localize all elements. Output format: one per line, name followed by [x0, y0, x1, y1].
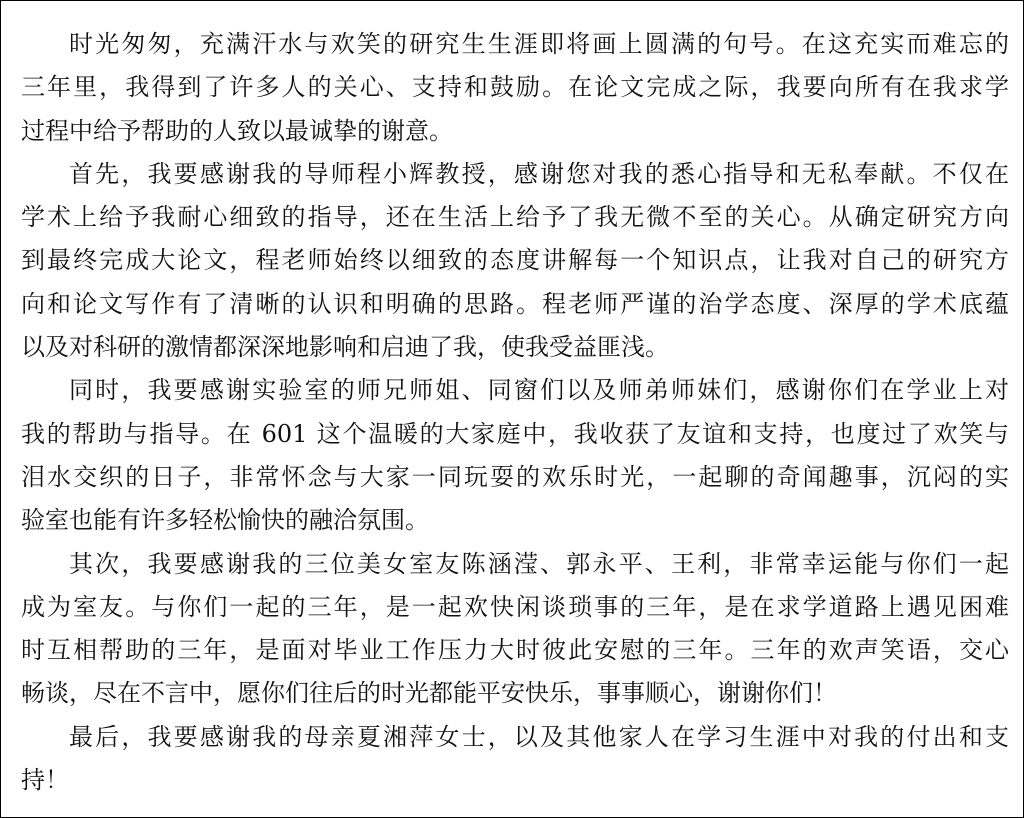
paragraph-4-line-3: 时互相帮助的三年，是面对毕业工作压力大时彼此安慰的三年。三年的欢声笑语，交心: [21, 636, 1009, 665]
paragraph-5-line-2: 持！: [21, 766, 69, 795]
paragraph-2-line-4: 向和论文写作有了清晰的认识和明确的思路。程老师严谨的治学态度、深厚的学术底蕴: [21, 289, 1009, 318]
paragraph-2-line-5: 以及对科研的激情都深深地影响和启迪了我，使我受益匪浅。: [21, 333, 669, 362]
paragraph-3-line-1: 同时，我要感谢实验室的师兄师姐、同窗们以及师弟师妹们，感谢你们在学业上对: [69, 376, 1009, 405]
paragraph-5-line-1: 最后，我要感谢我的母亲夏湘萍女士，以及其他家人在学习生涯中对我的付出和支: [69, 722, 1009, 751]
paragraph-4-line-4: 畅谈，尽在不言中，愿你们往后的时光都能平安快乐，事事顺心，谢谢你们！: [21, 679, 837, 708]
paragraph-2-line-1: 首先，我要感谢我的导师程小辉教授，感谢您对我的悉心指导和无私奉献。不仅在: [69, 159, 1009, 188]
paragraph-3-line-4: 验室也能有许多轻松愉快的融洽氛围。: [21, 506, 429, 535]
paragraph-1-line-2: 三年里，我得到了许多人的关心、支持和鼓励。在论文完成之际，我要向所有在我求学: [21, 73, 1009, 102]
paragraph-2-line-2: 学术上给予我耐心细致的指导，还在生活上给予了我无微不至的关心。从确定研究方向: [21, 203, 1009, 232]
paragraph-4-line-2: 成为室友。与你们一起的三年，是一起欢快闲谈琐事的三年，是在求学道路上遇见困难: [21, 592, 1009, 621]
paragraph-3-line-3: 泪水交织的日子，非常怀念与大家一同玩耍的欢乐时光，一起聊的奇闻趣事，沉闷的实: [21, 462, 1009, 491]
paragraph-3-line-2: 我的帮助与指导。在 601 这个温暖的大家庭中，我收获了友谊和支持，也度过了欢笑与: [21, 419, 1009, 448]
paragraph-4-line-1: 其次，我要感谢我的三位美女室友陈涵滢、郭永平、王利，非常幸运能与你们一起: [69, 549, 1009, 578]
paragraph-1-line-3: 过程中给予帮助的人致以最诚挚的谢意。: [21, 116, 453, 145]
paragraph-2-line-3: 到最终完成大论文，程老师始终以细致的态度讲解每一个知识点，让我对自己的研究方: [21, 246, 1009, 275]
paragraph-1-line-1: 时光匆匆，充满汗水与欢笑的研究生生涯即将画上圆满的句号。在这充实而难忘的: [69, 30, 1009, 58]
acknowledgement-text: [21, 23, 1009, 802]
